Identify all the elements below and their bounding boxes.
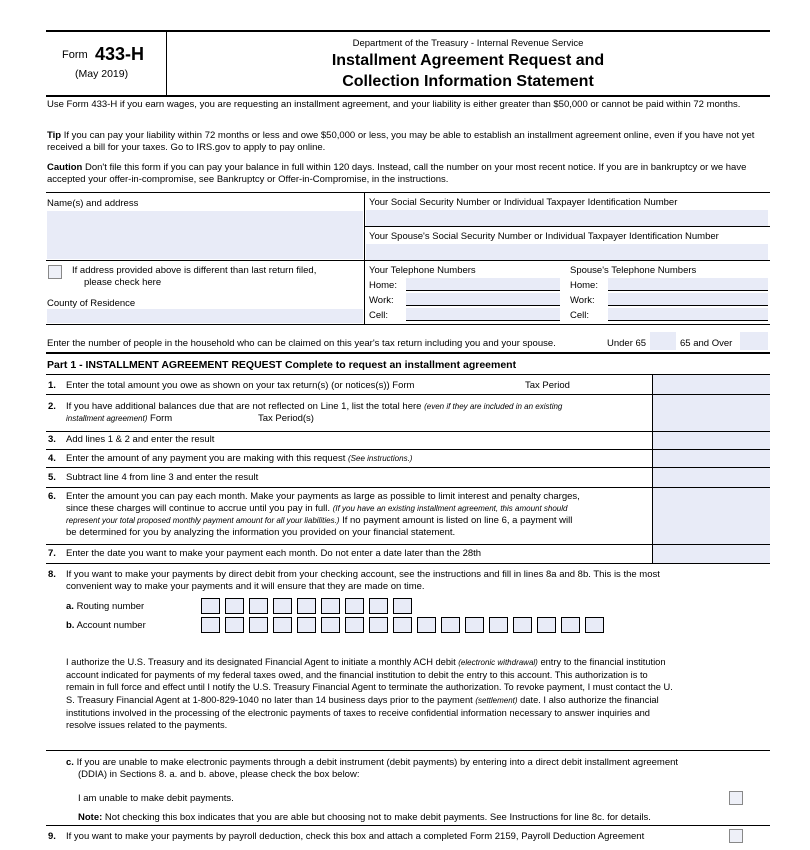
routing-digit-box[interactable]	[393, 598, 412, 614]
line5-number: 5.	[48, 472, 56, 483]
spouse-home-label: Home:	[570, 280, 598, 291]
part1-heading	[47, 359, 516, 371]
auth-line2: account indicated for payments of my federal taxes owed, and the financial institution to debit the entry to this account. This authorization is to	[66, 670, 648, 681]
line7-date-input[interactable]	[652, 545, 770, 563]
account-digit-box[interactable]	[393, 617, 412, 633]
spouse-phone-label: Spouse's Telephone Numbers	[570, 265, 697, 276]
auth-line1-text: I authorize the U.S. Treasury and its designated Financial Agent to initiate a monthly ACH debit	[66, 657, 456, 667]
auth-line6: resolve issues related to the payments.	[66, 720, 228, 731]
line2-main: If you have additional balances due that are not reflected on Line 1, list the total here	[66, 401, 422, 412]
line2-form: Form	[150, 413, 173, 424]
line3-text: Add lines 1 & 2 and enter the result	[66, 434, 215, 445]
county-label: County of Residence	[47, 298, 136, 309]
under65-label: Under 65	[607, 338, 647, 349]
auth-line1-end: entry to the financial institution	[540, 657, 666, 667]
auth-line4-italic: (settlement)	[475, 695, 518, 705]
address-change-checkbox[interactable]	[48, 265, 62, 279]
account-digit-box[interactable]	[417, 617, 436, 633]
routing-digit-box[interactable]	[249, 598, 268, 614]
over65-label: 65 and Over	[680, 338, 733, 349]
intro-tip	[47, 130, 769, 154]
department-label: Department of the Treasury - Internal Revenue Service	[352, 38, 584, 49]
account-digit-box[interactable]	[249, 617, 268, 633]
ach-authorization	[66, 656, 770, 731]
account-digit-box[interactable]	[489, 617, 508, 633]
line8-text-a: If you want to make your payments by direct debit from your checking account, see the instructions and fill in lines 8a and 8b. This is the most	[66, 569, 660, 580]
line6-text-d: be determined for you by analyzing the information you provided on your financial statement.	[66, 527, 456, 538]
line6-main-c: If no payment amount is listed on line 6, a payment will	[342, 515, 573, 526]
line6-text-c	[66, 515, 572, 527]
line8-number: 8.	[48, 569, 56, 580]
identity-top-rule	[46, 192, 770, 193]
line6-text-a: Enter the amount you can pay each month. Make your payments as large as possible to limit interest and penalty charges,	[66, 491, 580, 502]
routing-digit-box[interactable]	[345, 598, 364, 614]
line8b-text: Account number	[76, 620, 146, 631]
unable-debit-checkbox[interactable]	[729, 791, 743, 805]
identity-vertical-divider	[364, 192, 365, 324]
header-bottom-rule	[46, 95, 770, 97]
routing-digit-box[interactable]	[273, 598, 292, 614]
line5-amount-input[interactable]	[652, 468, 770, 487]
address-change-label	[72, 265, 316, 289]
payroll-deduction-checkbox[interactable]	[729, 829, 743, 843]
account-digit-box[interactable]	[273, 617, 292, 633]
spouse-cell-phone-input[interactable]	[608, 308, 768, 321]
line6-italic-c: represent your total proposed monthly payment amount for all your liabilities.)	[66, 516, 340, 525]
line6-amount-input[interactable]	[652, 488, 770, 544]
line2-italic2: installment agreement)	[66, 414, 148, 423]
line6-italic-b: (If you have an existing installment agreement, this amount should	[332, 504, 568, 513]
line3-number: 3.	[48, 434, 56, 445]
account-digit-box[interactable]	[585, 617, 604, 633]
form-title-line1: Installment Agreement Request and	[331, 52, 605, 69]
county-input[interactable]	[47, 309, 363, 323]
line1-amount-input[interactable]	[652, 375, 770, 394]
intro-use-text: Use Form 433-H if you earn wages, you are requesting an installment agreement, and your liability is either greater than $50,000 or cannot be paid within 72 months.	[47, 99, 741, 110]
note-text: Not checking this box indicates that you are able but choosing not to make debit payments. See Instructions for line 8c. for details.	[104, 812, 651, 823]
account-digit-box[interactable]	[561, 617, 580, 633]
tip-text: If you can pay your liability within 72 months or less and owe $50,000 or less, you may be able to establish an installment agreement online, even if you have not yet received a bill for your taxes. Go to IRS.gov to apply to pay online.	[47, 130, 755, 153]
line8c-line1	[66, 757, 678, 769]
line8c-text-b: (DDIA) in Sections 8. a. and b. above, please check the box below:	[78, 769, 360, 780]
line1-text: Enter the total amount you owe as shown on your tax return(s) (or notices(s)) Form	[66, 380, 415, 391]
line3-amount-input[interactable]	[652, 432, 770, 449]
account-digit-box[interactable]	[225, 617, 244, 633]
line4-main: Enter the amount of any payment you are making with this request	[66, 453, 346, 464]
line2-text	[66, 401, 562, 413]
cell-phone-input[interactable]	[406, 308, 560, 321]
line4-number: 4.	[48, 453, 56, 464]
spouse-cell-label: Cell:	[570, 310, 590, 321]
spouse-work-phone-input[interactable]	[608, 293, 768, 306]
work-phone-input[interactable]	[406, 293, 560, 306]
line8c-top-rule	[46, 750, 770, 751]
tip-label: Tip	[47, 130, 62, 141]
account-digit-box[interactable]	[345, 617, 364, 633]
line2-text-b	[66, 413, 172, 425]
cell-label: Cell:	[369, 310, 389, 321]
line1-number: 1.	[48, 380, 56, 391]
line8-text-b: convenient way to make your payments and it will ensure that they are made on time.	[66, 581, 425, 592]
spouse-ssn-label: Your Spouse's Social Security Number or Individual Taxpayer Identification Number	[369, 231, 719, 242]
auth-line4-end: date. I also authorize the financial	[520, 694, 659, 705]
auth-line5: institutions involved in the processing of the electronic payments of taxes to receive confidential information necessary to answer inquiries and	[66, 707, 650, 718]
line9-text: If you want to make your payments by payroll deduction, check this box and attach a completed Form 2159, Payroll Deduction Agreement	[66, 831, 645, 842]
ssn-label: Your Social Security Number or Individual Taxpayer Identification Number	[369, 197, 678, 208]
ssn-input[interactable]	[366, 210, 768, 226]
identity-bottom-rule	[46, 324, 770, 325]
line6-text-b	[66, 503, 567, 515]
spouse-work-label: Work:	[570, 295, 595, 306]
home-phone-input[interactable]	[406, 278, 560, 291]
note-line	[78, 812, 651, 823]
spouse-ssn-input[interactable]	[366, 244, 768, 260]
work-label: Work:	[369, 295, 394, 306]
line2-italic: (even if they are included in an existing	[424, 402, 563, 411]
line2-number: 2.	[48, 401, 56, 412]
line7-rule	[46, 563, 770, 564]
address-change-line2: please check here	[84, 277, 162, 288]
part1-subtitle: Complete to request an installment agreement	[285, 359, 517, 371]
home-label: Home:	[369, 280, 397, 291]
line8c-text-a: If you are unable to make electronic payments through a debit instrument (debit payments) by entering into a direct debit installment agreement	[76, 757, 679, 768]
auth-line1	[66, 656, 770, 669]
household-text: Enter the number of people in the household who can be claimed on this year's tax return including you and your spouse.	[47, 338, 556, 349]
note-label: Note:	[78, 812, 103, 823]
account-digit-box[interactable]	[465, 617, 484, 633]
line6-main-b: since these charges will continue to accrue until you pay in full.	[66, 503, 331, 514]
header-top-rule	[46, 30, 770, 32]
line8a-text: Routing number	[76, 601, 145, 612]
account-digit-box[interactable]	[201, 617, 220, 633]
address-change-line1: If address provided above is different than last return filed,	[72, 265, 317, 276]
routing-digit-box[interactable]	[225, 598, 244, 614]
phone-label: Your Telephone Numbers	[369, 265, 476, 276]
form-date: (May 2019)	[75, 68, 129, 80]
line4-amount-input[interactable]	[652, 450, 770, 467]
line8a-label	[66, 601, 144, 612]
line8b-label	[66, 620, 146, 631]
line9-number: 9.	[48, 831, 56, 842]
routing-digit-box[interactable]	[297, 598, 316, 614]
line6-number: 6.	[48, 491, 56, 502]
routing-digit-box[interactable]	[321, 598, 340, 614]
caution-text: Don't file this form if you can pay your balance in full within 120 days. Instead, call the number on your most recent notice. If you are in bankruptcy or we have accepted your offer-in-compromise, see Bankruptcy or Offer-in-Compromise, in the instructions.	[47, 162, 747, 185]
line8c-bottom-rule	[46, 825, 770, 826]
under65-input[interactable]	[650, 332, 676, 350]
line5-text: Subtract line 4 from line 3 and enter the result	[66, 472, 259, 483]
line8b-letter: b.	[66, 620, 75, 631]
line2-amount-input[interactable]	[652, 395, 770, 431]
name-address-label: Name(s) and address	[47, 198, 139, 209]
name-address-input[interactable]	[47, 211, 363, 259]
account-digit-box[interactable]	[297, 617, 316, 633]
form-title-line2: Collection Information Statement	[342, 73, 594, 90]
ssn-rule	[364, 226, 770, 227]
form-label: Form	[62, 49, 88, 61]
routing-digit-box[interactable]	[369, 598, 388, 614]
form-number: 433-H	[95, 44, 145, 64]
line2-tax-period-label: Tax Period(s)	[258, 413, 314, 424]
part1-top-rule	[46, 352, 770, 354]
line1-tax-period-label: Tax Period	[525, 380, 570, 391]
line4-text	[66, 453, 412, 465]
account-digit-box[interactable]	[537, 617, 556, 633]
caution-label: Caution	[47, 162, 83, 173]
unable-debit-label: I am unable to make debit payments.	[78, 793, 234, 804]
spouse-home-phone-input[interactable]	[608, 278, 768, 291]
routing-digit-box[interactable]	[201, 598, 220, 614]
auth-line4	[66, 694, 770, 707]
auth-line1-italic: (electronic withdrawal)	[458, 658, 538, 667]
line4-italic: (See instructions.)	[348, 454, 413, 463]
auth-line4-text: S. Treasury Financial Agent at 1-800-829-1040 no later than 14 business days prior to the payment	[66, 694, 473, 705]
account-digit-box[interactable]	[369, 617, 388, 633]
account-digit-box[interactable]	[513, 617, 532, 633]
line7-number: 7.	[48, 548, 56, 559]
line8c-letter: c.	[66, 757, 74, 768]
line7-text: Enter the date you want to make your payment each month. Do not enter a date later than the 28th	[66, 548, 482, 559]
line8a-letter: a.	[66, 601, 74, 612]
intro-caution	[47, 162, 769, 186]
auth-line3: remain in full force and effect until I notify the U.S. Treasury Financial Agent to terminate the authorization. To revoke payment, I must contact the U.	[66, 682, 673, 693]
part1-title: Part 1 - INSTALLMENT AGREEMENT REQUEST	[47, 359, 283, 371]
over65-input[interactable]	[740, 332, 768, 350]
identity-mid-rule	[46, 260, 770, 261]
line8c-text	[66, 757, 678, 781]
account-digit-box[interactable]	[441, 617, 460, 633]
account-digit-box[interactable]	[321, 617, 340, 633]
